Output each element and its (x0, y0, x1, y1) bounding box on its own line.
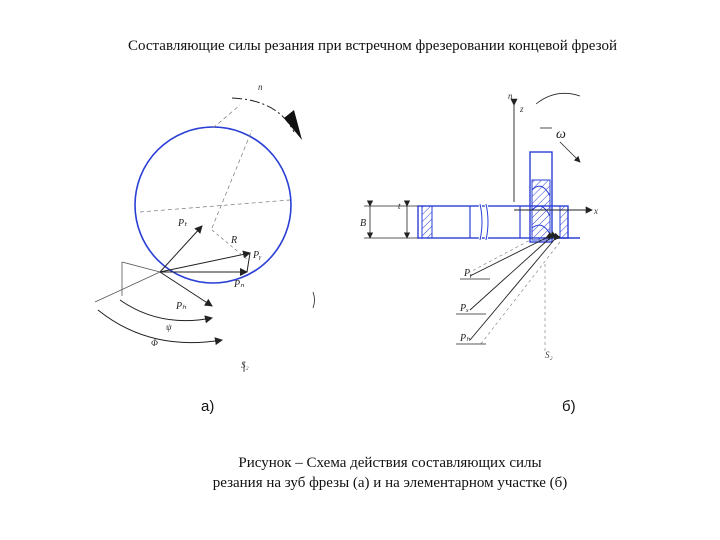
label-pn-a: Pₙ (234, 279, 245, 290)
label-ph-b: Pₕ (460, 333, 471, 344)
label-sz-a: S₂ (241, 360, 249, 370)
caption-line-1: Рисунок – Схема действия составляющих силы (238, 455, 542, 471)
label-t-b: t (398, 201, 401, 211)
force-pt (160, 226, 202, 272)
figure-title: Составляющие силы резания при встречном фрезеровании концевой фрезой (128, 38, 617, 54)
label-phi-a: Φ (151, 338, 158, 348)
angle-phi-arc (98, 310, 222, 343)
label-py-b: Pᵧ (464, 268, 473, 279)
label-n-a: n (258, 82, 263, 92)
force-px-b (470, 238, 550, 310)
force-py-b (470, 238, 546, 276)
panel-a-label: а) (201, 398, 215, 415)
label-n-b: n (508, 91, 513, 101)
label-z-b: z (520, 104, 524, 114)
figure-caption (140, 453, 640, 493)
panel-b-label: б) (562, 398, 576, 415)
label-sz-b: S₂ (545, 350, 553, 360)
force-py (247, 253, 250, 272)
panel-b-diagram (360, 91, 598, 360)
panel-a-diagram (95, 82, 315, 372)
label-ph-a: Pₕ (176, 301, 187, 312)
label-pt-a: Pₜ (178, 218, 188, 229)
force-r (160, 253, 250, 272)
angle-psi-arc (120, 300, 212, 321)
label-px-b: Pₓ (460, 303, 469, 314)
label-omega-b: ω (556, 127, 566, 142)
cutter-circle (135, 127, 291, 283)
rotation-arrowhead (284, 110, 302, 140)
rotation-arc (232, 98, 294, 132)
caption-line-2: резания на зуб фрезы (а) и на элементарном участке (б) (212, 475, 568, 491)
label-psi-a: ψ (166, 322, 172, 332)
label-b-b: B (360, 218, 367, 229)
label-r-a: R (231, 235, 238, 246)
label-py-a: Pᵧ (253, 250, 262, 261)
label-x-b: x (594, 206, 598, 216)
